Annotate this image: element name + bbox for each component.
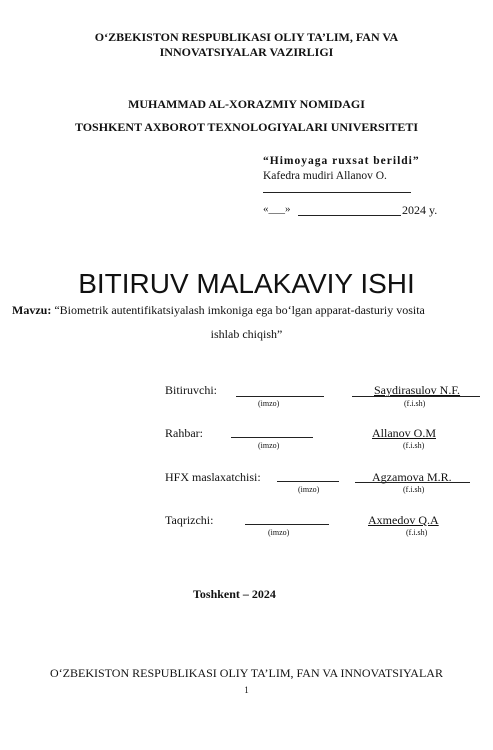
signature-line (245, 524, 329, 525)
fish-caption: (f.i.sh) (403, 441, 425, 450)
signature-line (236, 396, 324, 397)
signatory-name: Agzamova M.R. (372, 470, 452, 484)
name-line (355, 482, 470, 483)
approval-date-day: «___» (263, 203, 291, 215)
imzo-caption: (imzo) (258, 441, 280, 450)
document-title: BITIRUV MALAKAVIY ISHI (78, 268, 415, 299)
approval-date-year: 2024 y. (402, 203, 438, 217)
imzo-caption: (imzo) (268, 528, 290, 537)
topic-label: Mavzu: (12, 303, 52, 317)
topic-line-1 (12, 303, 425, 318)
signature-role: Taqrizchi: (165, 513, 214, 527)
signatory-name: Axmedov Q.A (368, 513, 439, 527)
page-number: 1 (244, 685, 249, 695)
imzo-caption: (imzo) (298, 485, 320, 494)
university-line-2: TOSHKENT AXBOROT TEXNOLOGIYALARI UNIVERSITETI (74, 120, 419, 134)
name-line (352, 396, 480, 397)
signature-line (231, 437, 313, 438)
department-head: Kafedra mudiri Allanov O. (263, 170, 387, 182)
fish-caption: (f.i.sh) (406, 528, 428, 537)
ministry-line-2: INNOVATSIYALAR VAZIRLIGI (159, 45, 334, 59)
signature-role: Rahbar: (165, 426, 203, 440)
approval-title: “Himoyaga ruxsat berildi” (263, 155, 420, 167)
signature-role: Bitiruvchi: (165, 383, 217, 397)
signatory-name: Allanov O.M (372, 426, 436, 440)
approval-signature-line (263, 192, 411, 193)
signatory-name: Saydirasulov N.F. (374, 383, 461, 397)
next-page-header: O‘ZBEKISTON RESPUBLIKASI OLIY TA’LIM, FAN VA INNOVATSIYALAR (50, 666, 443, 680)
signature-role: HFX maslaxatchisi: (165, 470, 261, 484)
fish-caption: (f.i.sh) (403, 485, 425, 494)
fish-caption: (f.i.sh) (404, 399, 426, 408)
university-line-1: MUHAMMAD AL-XORAZMIY NOMIDAGI (128, 97, 365, 111)
city-year: Toshkent – 2024 (193, 587, 276, 601)
ministry-line-1: O‘ZBEKISTON RESPUBLIKASI OLIY TA’LIM, FAN VA (94, 30, 399, 44)
imzo-caption: (imzo) (258, 399, 280, 408)
topic-text-1: “Biometrik autentifikatsiyalash imkoniga ega bo‘lgan apparat-dasturiy vosita (54, 303, 425, 317)
topic-line-2: ishlab chiqish” (210, 327, 283, 341)
signature-line (277, 481, 339, 482)
approval-date-line (298, 215, 401, 216)
